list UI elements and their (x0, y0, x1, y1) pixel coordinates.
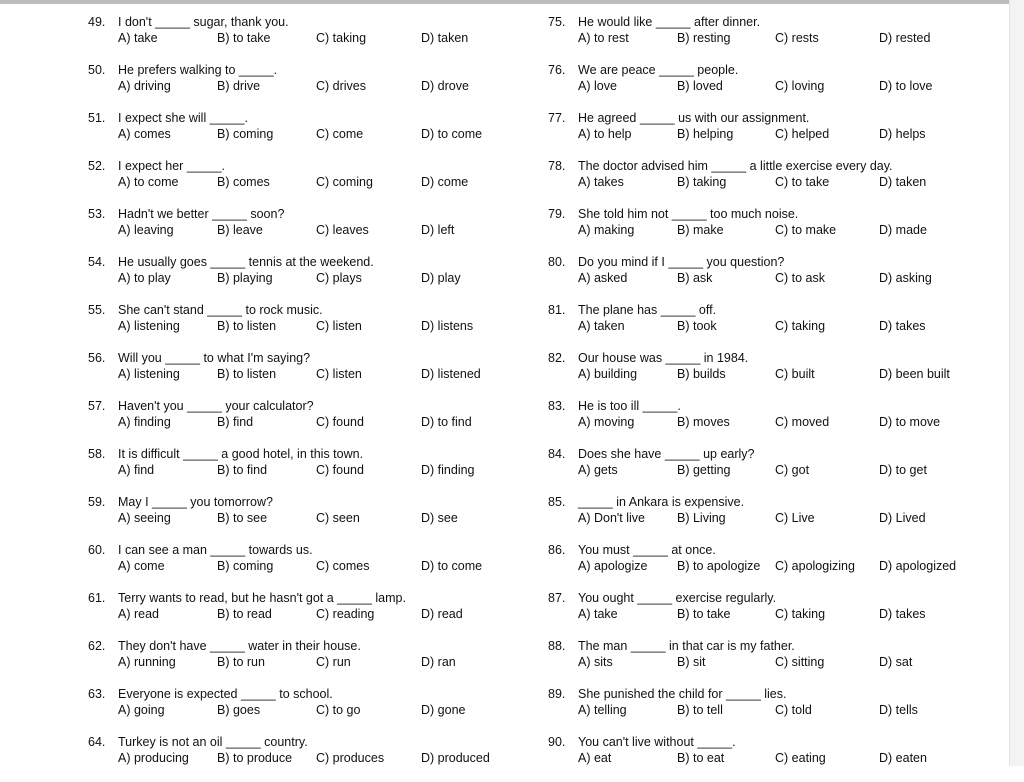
question-item (88, 446, 558, 494)
answer-option: C) to take (775, 175, 830, 189)
answer-option: C) taking (775, 319, 826, 333)
question-text: Hadn't we better _____ soon? (118, 207, 285, 221)
answer-options (548, 654, 978, 670)
question-stem (548, 14, 978, 30)
question-item (88, 254, 558, 302)
question-text: It is difficult _____ a good hotel, in this town. (118, 447, 364, 461)
answer-option: B) find (217, 415, 254, 429)
question-item (548, 254, 978, 302)
answer-option: A) taken (578, 319, 625, 333)
question-item (548, 110, 978, 158)
question-number: 85. (548, 495, 566, 509)
answer-option: A) leaving (118, 223, 174, 237)
question-item (548, 734, 978, 782)
left-question-column (88, 14, 558, 782)
question-number: 79. (548, 207, 566, 221)
answer-option: C) moved (775, 415, 830, 429)
answer-options (88, 270, 558, 286)
question-number: 82. (548, 351, 566, 365)
answer-option: D) gone (421, 703, 466, 717)
answer-option: D) left (421, 223, 455, 237)
question-item (88, 686, 558, 734)
question-number: 51. (88, 111, 106, 125)
question-stem (88, 686, 558, 702)
question-stem (88, 590, 558, 606)
question-item (548, 686, 978, 734)
answer-option: D) read (421, 607, 463, 621)
answer-options (548, 30, 978, 46)
question-stem (88, 206, 558, 222)
question-stem (88, 734, 558, 750)
question-text: The doctor advised him _____ a little exercise every day. (578, 159, 893, 173)
answer-option: B) to take (677, 607, 731, 621)
answer-option: C) to make (775, 223, 837, 237)
answer-options (88, 78, 558, 94)
answer-option: A) Don't live (578, 511, 645, 525)
answer-option: D) play (421, 271, 461, 285)
answer-option: C) found (316, 463, 364, 477)
question-item (548, 542, 978, 590)
answer-option: B) took (677, 319, 717, 333)
answer-option: A) gets (578, 463, 618, 477)
question-stem (548, 494, 978, 510)
answer-option: B) sit (677, 655, 706, 669)
question-number: 88. (548, 639, 566, 653)
question-item (88, 206, 558, 254)
question-number: 80. (548, 255, 566, 269)
question-text: He is too ill _____. (578, 399, 681, 413)
answer-option: D) eaten (879, 751, 927, 765)
question-item (548, 206, 978, 254)
answer-option: D) to move (879, 415, 941, 429)
answer-option: B) leave (217, 223, 263, 237)
answer-option: A) asked (578, 271, 628, 285)
answer-option: D) sat (879, 655, 913, 669)
question-number: 83. (548, 399, 566, 413)
answer-option: B) to run (217, 655, 265, 669)
answer-option: A) take (578, 607, 618, 621)
answer-options (548, 750, 978, 766)
answer-option: A) moving (578, 415, 635, 429)
answer-options (548, 510, 978, 526)
question-text: Will you _____ to what I'm saying? (118, 351, 311, 365)
question-number: 76. (548, 63, 566, 77)
answer-option: C) Live (775, 511, 815, 525)
answer-option: A) to play (118, 271, 171, 285)
answer-option: B) taking (677, 175, 727, 189)
question-number: 84. (548, 447, 566, 461)
question-stem (88, 494, 558, 510)
answer-option: D) to find (421, 415, 472, 429)
answer-option: A) building (578, 367, 638, 381)
answer-options (548, 222, 978, 238)
question-stem (88, 158, 558, 174)
answer-option: C) plays (316, 271, 362, 285)
question-stem (88, 62, 558, 78)
answer-options (548, 174, 978, 190)
answer-options (88, 126, 558, 142)
question-text: You must _____ at once. (578, 543, 716, 557)
question-item (88, 542, 558, 590)
answer-option: B) getting (677, 463, 731, 477)
question-stem (548, 254, 978, 270)
question-item (548, 62, 978, 110)
answer-option: D) takes (879, 319, 926, 333)
question-item (548, 302, 978, 350)
answer-option: A) comes (118, 127, 171, 141)
answer-option: D) takes (879, 607, 926, 621)
answer-option: B) to listen (217, 319, 277, 333)
answer-options (88, 222, 558, 238)
question-text: She told him not _____ too much noise. (578, 207, 799, 221)
question-item (548, 494, 978, 542)
answer-option: C) loving (775, 79, 825, 93)
answer-option: B) loved (677, 79, 723, 93)
question-item (88, 62, 558, 110)
question-number: 61. (88, 591, 106, 605)
question-number: 75. (548, 15, 566, 29)
answer-option: B) to listen (217, 367, 277, 381)
answer-option: C) coming (316, 175, 373, 189)
question-text: Our house was _____ in 1984. (578, 351, 749, 365)
question-item (88, 158, 558, 206)
answer-option: D) drove (421, 79, 469, 93)
answer-option: A) sits (578, 655, 613, 669)
answer-options (88, 174, 558, 190)
question-item (88, 494, 558, 542)
answer-option: C) listen (316, 319, 362, 333)
answer-options (88, 318, 558, 334)
answer-option: B) drive (217, 79, 261, 93)
question-number: 62. (88, 639, 106, 653)
question-number: 77. (548, 111, 566, 125)
question-number: 56. (88, 351, 106, 365)
answer-options (88, 414, 558, 430)
answer-options (88, 606, 558, 622)
answer-option: D) come (421, 175, 469, 189)
question-text: _____ in Ankara is expensive. (578, 495, 745, 509)
answer-option: D) to come (421, 127, 483, 141)
question-stem (88, 110, 558, 126)
answer-options (548, 702, 978, 718)
answer-option: C) rests (775, 31, 819, 45)
answer-options (548, 126, 978, 142)
answer-option: C) found (316, 415, 364, 429)
question-text: He agreed _____ us with our assignment. (578, 111, 810, 125)
question-stem (88, 446, 558, 462)
question-item (548, 590, 978, 638)
answer-option: C) to ask (775, 271, 826, 285)
answer-option: A) making (578, 223, 635, 237)
answer-option: A) listening (118, 319, 180, 333)
answer-options (88, 750, 558, 766)
question-stem (548, 446, 978, 462)
question-number: 87. (548, 591, 566, 605)
question-text: He usually goes _____ tennis at the weekend. (118, 255, 374, 269)
answer-option: A) producing (118, 751, 189, 765)
answer-option: C) produces (316, 751, 385, 765)
answer-option: B) comes (217, 175, 270, 189)
answer-option: A) driving (118, 79, 171, 93)
answer-option: C) got (775, 463, 810, 477)
answer-option: B) to see (217, 511, 268, 525)
question-text: He would like _____ after dinner. (578, 15, 761, 29)
answer-option: D) taken (421, 31, 469, 45)
question-number: 90. (548, 735, 566, 749)
question-stem (548, 302, 978, 318)
question-item (88, 590, 558, 638)
answer-option: D) see (421, 511, 458, 525)
question-number: 58. (88, 447, 106, 461)
answer-option: C) helped (775, 127, 830, 141)
answer-option: C) run (316, 655, 351, 669)
answer-options (548, 366, 978, 382)
question-text: The plane has _____ off. (578, 303, 717, 317)
answer-option: B) ask (677, 271, 713, 285)
question-text: He prefers walking to _____. (118, 63, 278, 77)
question-item (88, 734, 558, 782)
answer-option: D) finding (421, 463, 475, 477)
answer-option: A) to come (118, 175, 179, 189)
answer-option: A) telling (578, 703, 627, 717)
question-text: You can't live without _____. (578, 735, 736, 749)
answer-option: D) asking (879, 271, 932, 285)
answer-option: C) listen (316, 367, 362, 381)
question-text: We are peace _____ people. (578, 63, 739, 77)
question-stem (88, 254, 558, 270)
answer-option: C) eating (775, 751, 826, 765)
answer-option: A) love (578, 79, 617, 93)
answer-option: A) read (118, 607, 159, 621)
right-question-column (548, 14, 978, 782)
answer-option: D) Lived (879, 511, 926, 525)
question-stem (88, 14, 558, 30)
question-text: She can't stand _____ to rock music. (118, 303, 323, 317)
answer-option: C) to go (316, 703, 361, 717)
answer-option: B) to eat (677, 751, 725, 765)
question-text: I expect she will _____. (118, 111, 248, 125)
question-text: I don't _____ sugar, thank you. (118, 15, 289, 29)
question-stem (548, 542, 978, 558)
answer-option: B) to find (217, 463, 268, 477)
answer-option: B) to read (217, 607, 272, 621)
answer-option: C) come (316, 127, 364, 141)
question-text: Terry wants to read, but he hasn't got a _____ lamp. (118, 591, 406, 605)
answer-option: A) takes (578, 175, 624, 189)
answer-option: B) Living (677, 511, 726, 525)
question-stem (548, 350, 978, 366)
answer-option: B) resting (677, 31, 731, 45)
answer-option: B) coming (217, 559, 274, 573)
answer-options (548, 558, 978, 574)
question-number: 49. (88, 15, 106, 29)
question-stem (548, 62, 978, 78)
answer-option: C) taking (316, 31, 367, 45)
answer-option: A) to rest (578, 31, 629, 45)
answer-option: D) rested (879, 31, 931, 45)
question-text: Turkey is not an oil _____ country. (118, 735, 308, 749)
answer-option: B) playing (217, 271, 273, 285)
question-text: Everyone is expected _____ to school. (118, 687, 333, 701)
answer-options (548, 414, 978, 430)
question-stem (548, 734, 978, 750)
question-item (88, 350, 558, 398)
answer-options (548, 318, 978, 334)
answer-options (88, 366, 558, 382)
question-stem (548, 398, 978, 414)
answer-options (88, 30, 558, 46)
question-text: I can see a man _____ towards us. (118, 543, 313, 557)
question-stem (548, 590, 978, 606)
question-item (548, 638, 978, 686)
answer-option: A) take (118, 31, 158, 45)
question-stem (88, 398, 558, 414)
question-number: 86. (548, 543, 566, 557)
question-number: 64. (88, 735, 106, 749)
question-item (88, 14, 558, 62)
answer-option: B) coming (217, 127, 274, 141)
answer-option: B) to produce (217, 751, 293, 765)
answer-option: C) apologizing (775, 559, 855, 573)
answer-option: D) been built (879, 367, 950, 381)
page-top-edge (0, 0, 1024, 4)
answer-options (548, 270, 978, 286)
question-number: 89. (548, 687, 566, 701)
question-stem (88, 350, 558, 366)
question-item (88, 638, 558, 686)
answer-options (548, 606, 978, 622)
answer-options (88, 702, 558, 718)
answer-option: B) goes (217, 703, 261, 717)
question-number: 60. (88, 543, 106, 557)
answer-option: B) moves (677, 415, 730, 429)
answer-options (548, 462, 978, 478)
question-text: Do you mind if I _____ you question? (578, 255, 785, 269)
question-item (548, 398, 978, 446)
answer-options (548, 78, 978, 94)
question-text: The man _____ in that car is my father. (578, 639, 795, 653)
answer-option: B) to tell (677, 703, 723, 717)
answer-option: D) ran (421, 655, 456, 669)
question-number: 52. (88, 159, 106, 173)
answer-option: A) listening (118, 367, 180, 381)
question-text: Haven't you _____ your calculator? (118, 399, 314, 413)
answer-option: A) apologize (578, 559, 648, 573)
question-number: 53. (88, 207, 106, 221)
question-number: 57. (88, 399, 106, 413)
question-text: They don't have _____ water in their house. (118, 639, 361, 653)
answer-option: D) to love (879, 79, 933, 93)
question-stem (88, 638, 558, 654)
question-number: 55. (88, 303, 106, 317)
question-item (548, 350, 978, 398)
answer-option: D) listens (421, 319, 474, 333)
question-item (88, 110, 558, 158)
answer-option: A) finding (118, 415, 171, 429)
answer-options (88, 462, 558, 478)
question-number: 63. (88, 687, 106, 701)
answer-option: B) builds (677, 367, 726, 381)
answer-option: D) listened (421, 367, 481, 381)
question-text: You ought _____ exercise regularly. (578, 591, 777, 605)
answer-option: A) running (118, 655, 176, 669)
answer-option: C) leaves (316, 223, 369, 237)
answer-option: D) to get (879, 463, 927, 477)
question-item (548, 158, 978, 206)
question-number: 54. (88, 255, 106, 269)
question-number: 59. (88, 495, 106, 509)
question-item (548, 446, 978, 494)
question-item (88, 398, 558, 446)
page-right-margin (1009, 0, 1024, 766)
answer-option: D) taken (879, 175, 927, 189)
question-text: Does she have _____ up early? (578, 447, 755, 461)
question-stem (548, 638, 978, 654)
answer-option: B) make (677, 223, 724, 237)
question-stem (88, 302, 558, 318)
answer-option: A) to help (578, 127, 632, 141)
answer-option: B) to take (217, 31, 271, 45)
answer-option: D) apologized (879, 559, 957, 573)
answer-option: C) reading (316, 607, 375, 621)
question-stem (548, 158, 978, 174)
answer-option: C) built (775, 367, 815, 381)
answer-option: A) going (118, 703, 165, 717)
question-number: 50. (88, 63, 106, 77)
answer-option: C) sitting (775, 655, 825, 669)
answer-option: C) drives (316, 79, 367, 93)
answer-option: C) told (775, 703, 812, 717)
question-stem (88, 542, 558, 558)
question-text: I expect her _____. (118, 159, 226, 173)
answer-option: A) come (118, 559, 165, 573)
answer-option: B) helping (677, 127, 734, 141)
answer-option: A) seeing (118, 511, 171, 525)
question-item (548, 14, 978, 62)
answer-option: D) to come (421, 559, 483, 573)
answer-option: A) find (118, 463, 155, 477)
answer-option: C) taking (775, 607, 826, 621)
answer-option: D) made (879, 223, 927, 237)
answer-option: D) helps (879, 127, 926, 141)
question-number: 81. (548, 303, 566, 317)
question-stem (548, 206, 978, 222)
answer-option: C) comes (316, 559, 370, 573)
answer-option: D) produced (421, 751, 490, 765)
question-text: May I _____ you tomorrow? (118, 495, 273, 509)
answer-options (88, 510, 558, 526)
question-stem (548, 686, 978, 702)
question-text: She punished the child for _____ lies. (578, 687, 787, 701)
answer-option: B) to apologize (677, 559, 761, 573)
answer-options (88, 654, 558, 670)
question-number: 78. (548, 159, 566, 173)
answer-option: C) seen (316, 511, 360, 525)
answer-option: A) eat (578, 751, 612, 765)
question-item (88, 302, 558, 350)
question-stem (548, 110, 978, 126)
answer-option: D) tells (879, 703, 918, 717)
answer-options (88, 558, 558, 574)
